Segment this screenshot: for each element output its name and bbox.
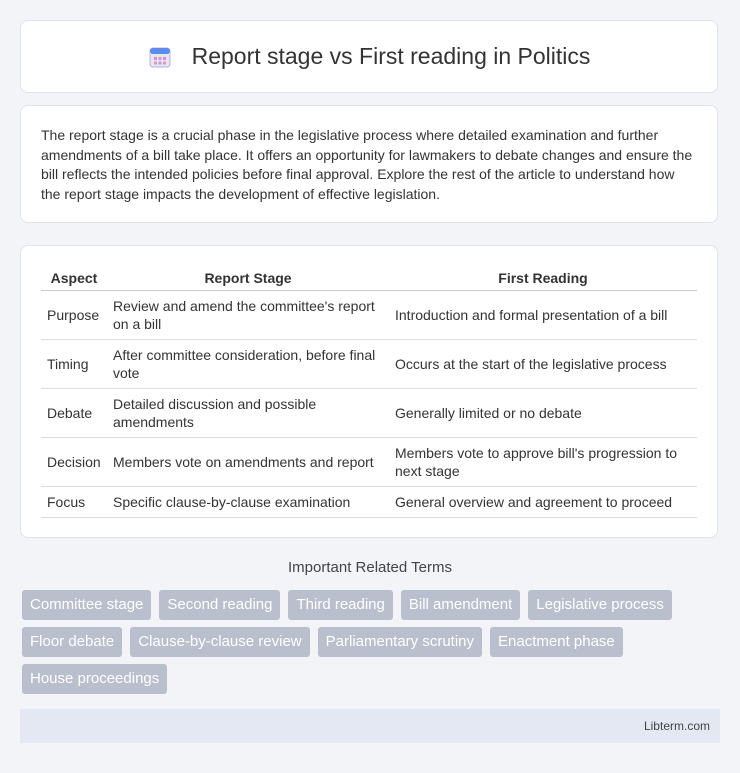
table-row — [41, 487, 697, 518]
tag-third-reading[interactable]: Third reading — [288, 590, 392, 620]
title-card — [20, 20, 718, 93]
comparison-table — [41, 266, 697, 518]
cell-first-reading: Generally limited or no debate — [389, 389, 697, 438]
tag-parliamentary-scrutiny[interactable]: Parliamentary scrutiny — [318, 627, 482, 657]
intro-card — [20, 105, 718, 223]
table-row — [41, 291, 697, 340]
related-terms-title: Important Related Terms — [288, 559, 452, 576]
footer-source[interactable]: Libterm.com — [643, 719, 710, 733]
cell-report-stage: Members vote on amendments and report — [107, 438, 389, 487]
intro-text: The report stage is a crucial phase in the legislative process where detailed examination and further amendments of a bill take place. It offers an opportunity for lawmakers to debate changes and ensure the bill reflects the intended policies before final approval. Explore the rest of the article to understand how the report stage impacts the development of effective legislation. — [41, 127, 693, 202]
tag-clause-by-clause-review[interactable]: Clause-by-clause review — [130, 627, 309, 657]
tag-enactment-phase[interactable]: Enactment phase — [490, 627, 623, 657]
header-first-reading: First Reading — [389, 266, 697, 291]
tag-second-reading[interactable]: Second reading — [159, 590, 280, 620]
cell-aspect: Decision — [41, 438, 107, 487]
footer — [20, 709, 720, 743]
header-aspect: Aspect — [41, 266, 107, 291]
cell-aspect: Purpose — [41, 291, 107, 340]
cell-first-reading: Occurs at the start of the legislative process — [389, 340, 697, 389]
cell-first-reading: Members vote to approve bill's progression to next stage — [389, 438, 697, 487]
related-terms-list — [22, 590, 722, 701]
table-row — [41, 438, 697, 487]
cell-first-reading: Introduction and formal presentation of a bill — [389, 291, 697, 340]
cell-aspect: Focus — [41, 487, 107, 518]
table-row — [41, 389, 697, 438]
table-row — [41, 340, 697, 389]
cell-aspect: Timing — [41, 340, 107, 389]
cell-report-stage: Specific clause-by-clause examination — [107, 487, 389, 518]
page-title: Report stage vs First reading in Politics — [191, 43, 591, 69]
tag-committee-stage[interactable]: Committee stage — [22, 590, 151, 620]
cell-aspect: Debate — [41, 389, 107, 438]
cell-report-stage: Review and amend the committee's report on a bill — [107, 291, 389, 340]
tag-floor-debate[interactable]: Floor debate — [22, 627, 122, 657]
tag-legislative-process[interactable]: Legislative process — [528, 590, 672, 620]
tag-bill-amendment[interactable]: Bill amendment — [401, 590, 520, 620]
calendar-icon — [148, 45, 172, 69]
tag-house-proceedings[interactable]: House proceedings — [22, 664, 167, 694]
cell-first-reading: General overview and agreement to proceed — [389, 487, 697, 518]
header-report-stage: Report Stage — [107, 266, 389, 291]
cell-report-stage: Detailed discussion and possible amendments — [107, 389, 389, 438]
cell-report-stage: After committee consideration, before final vote — [107, 340, 389, 389]
comparison-card — [20, 245, 718, 538]
table-header-row — [41, 266, 697, 291]
